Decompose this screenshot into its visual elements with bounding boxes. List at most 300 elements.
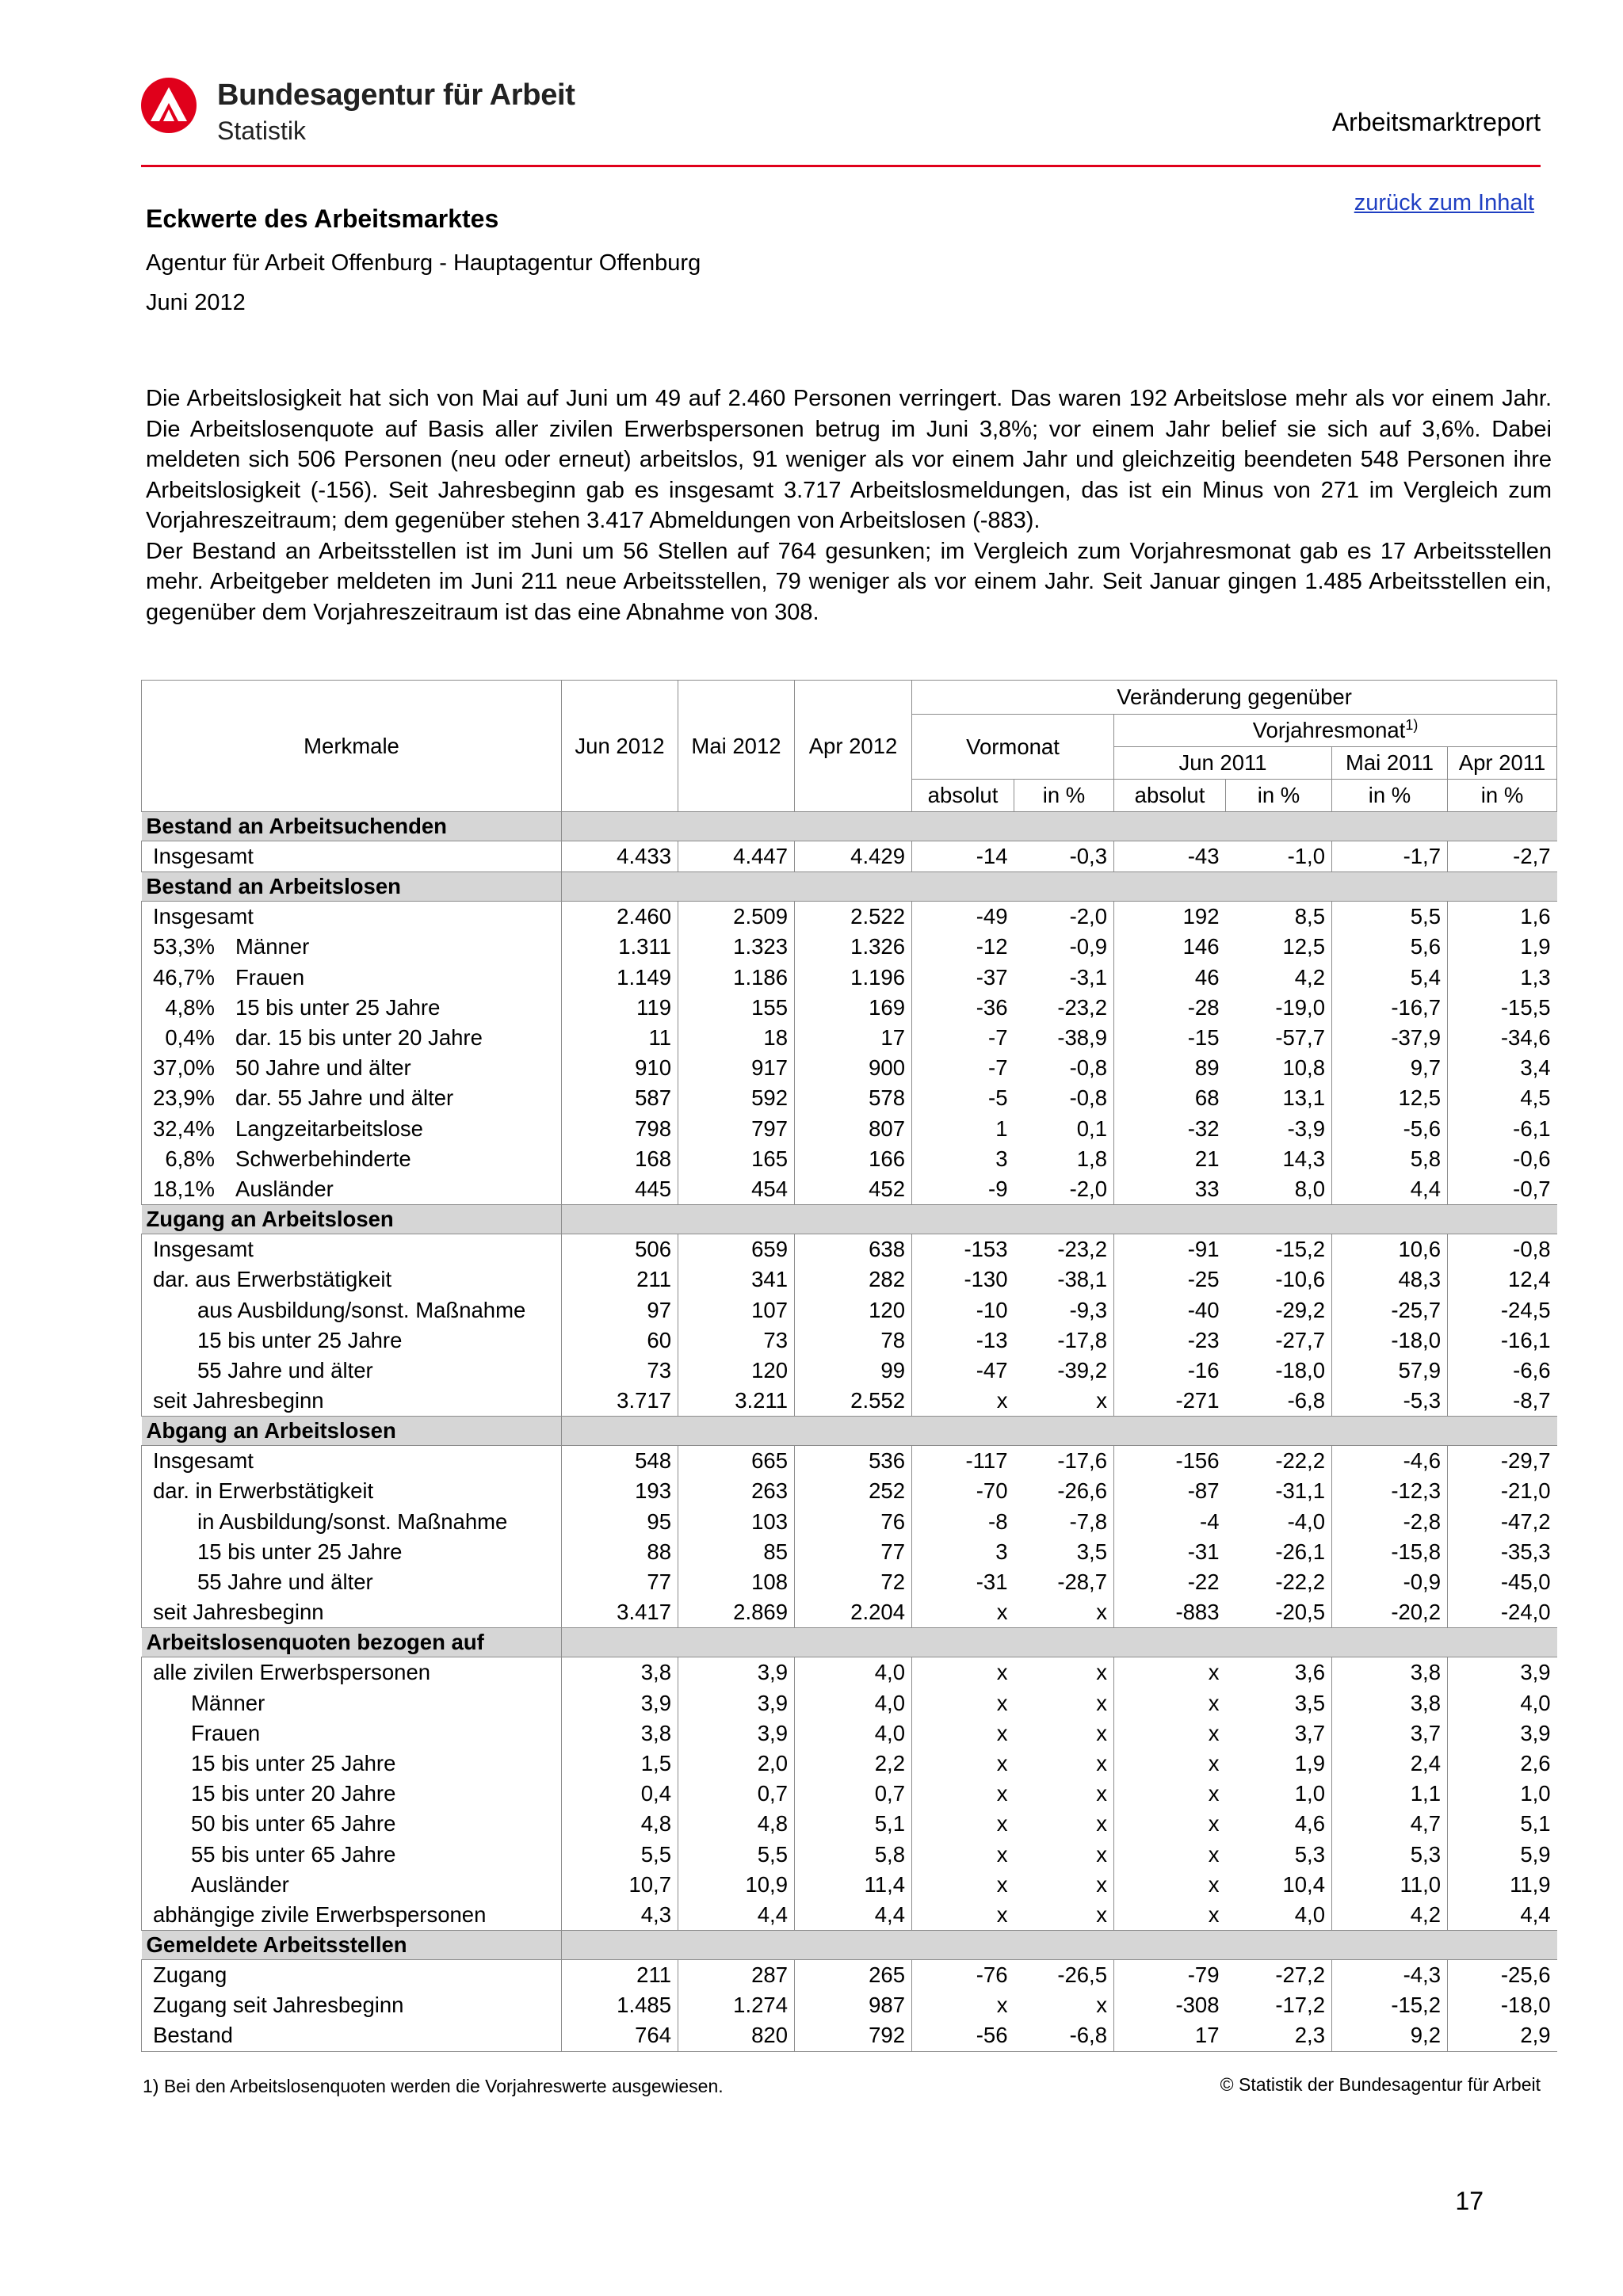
table-cell: 88 (562, 1537, 678, 1567)
table-row (142, 1114, 1557, 1144)
table-cell: x (1096, 1781, 1107, 1806)
table-cell: x (1096, 1841, 1107, 1867)
table-cell: 4.447 (678, 841, 795, 872)
table-cell: 17 (1114, 2020, 1226, 2051)
table-cell: -5,3 (1332, 1386, 1448, 1417)
table-cell: 168 (562, 1144, 678, 1174)
table-cell: -22,2 (1275, 1569, 1325, 1595)
table-cell: 211 (562, 1264, 678, 1295)
table-cell: 2.460 (562, 902, 678, 933)
table-cell: -29,2 (1275, 1297, 1325, 1322)
table-cell: 120 (678, 1356, 795, 1386)
table-cell: 2.869 (678, 1597, 795, 1628)
table-cell: 252 (795, 1476, 912, 1506)
table-cell: 1,0 (1294, 1781, 1325, 1806)
table-cell: -15,2 (1275, 1237, 1325, 1262)
table-cell: 155 (678, 993, 795, 1023)
table-cell: -18,0 (1275, 1357, 1325, 1383)
table-cell: 3,9 (1448, 1657, 1557, 1688)
table-row (142, 1234, 1557, 1265)
table-cell: 2.204 (795, 1597, 912, 1628)
row-label: dar. in Erwerbstätigkeit (142, 1476, 562, 1506)
table-cell: -23,2 (1057, 994, 1107, 1020)
table-cell: 4,7 (1332, 1809, 1448, 1839)
table-cell: x (912, 1779, 1014, 1809)
table-cell: 454 (678, 1174, 795, 1205)
table-cell: 3.211 (678, 1386, 795, 1417)
col-header-in-pct: in % (1332, 780, 1448, 812)
table-cell: 2,4 (1332, 1749, 1448, 1779)
table-cell: 73 (562, 1356, 678, 1386)
section-title: Arbeitslosenquoten bezogen auf (142, 1628, 562, 1657)
col-header-in-pct: in % (1014, 780, 1114, 812)
table-row (142, 1597, 1557, 1628)
table-cell: x (1096, 1811, 1107, 1836)
table-cell: 192 (1114, 902, 1226, 933)
table-cell: 506 (562, 1234, 678, 1265)
table-row (142, 1839, 1557, 1869)
table-cell: 0,7 (795, 1779, 912, 1809)
share-percent: 23,9% (153, 1085, 215, 1111)
table-cell: 17 (795, 1023, 912, 1053)
table-row (142, 1507, 1557, 1537)
table-cell: 11,0 (1332, 1870, 1448, 1900)
row-label-text: Frauen (235, 964, 305, 990)
table-cell: -19,0 (1275, 994, 1325, 1020)
table-cell: 3 (912, 1537, 1014, 1567)
table-cell: 0,4 (562, 1779, 678, 1809)
table-cell: -0,9 (1069, 934, 1107, 959)
table-cell: 3 (912, 1144, 1014, 1174)
row-label (142, 993, 562, 1023)
table-cell: -25,7 (1332, 1295, 1448, 1325)
table-cell: 97 (562, 1295, 678, 1325)
table-row (142, 1537, 1557, 1567)
table-cell: 578 (795, 1083, 912, 1113)
table-cell: 1,9 (1294, 1750, 1325, 1775)
table-cell: 166 (795, 1144, 912, 1174)
table-cell: x (1114, 1839, 1226, 1869)
row-label: Insgesamt (142, 1446, 562, 1477)
table-row (142, 1386, 1557, 1417)
row-label: 15 bis unter 25 Jahre (142, 1749, 562, 1779)
row-label (142, 1023, 562, 1053)
table-cell: 3,4 (1448, 1053, 1557, 1083)
col-header-veraenderung: Veränderung gegenüber (912, 681, 1557, 715)
table-cell: 3,5 (1076, 1539, 1107, 1564)
table-cell: -31 (912, 1567, 1014, 1597)
table-cell: 12,5 (1282, 934, 1325, 959)
table-cell: 13,1 (1282, 1085, 1325, 1111)
table-cell: 211 (562, 1960, 678, 1991)
table-cell: 1,3 (1448, 963, 1557, 993)
col-header-vormonat: Vormonat (912, 715, 1114, 780)
table-row (142, 1264, 1557, 1295)
row-label: 50 bis unter 65 Jahre (142, 1809, 562, 1839)
section-header-row (142, 1417, 1557, 1446)
table-cell: -2,0 (1069, 1176, 1107, 1201)
row-label (142, 1174, 562, 1205)
table-cell: -18,0 (1448, 1990, 1557, 2020)
table-cell: -21,0 (1448, 1476, 1557, 1506)
table-cell: -70 (912, 1476, 1014, 1506)
table-cell: 2,6 (1448, 1749, 1557, 1779)
row-label-text: Schwerbehinderte (235, 1146, 411, 1171)
table-cell: -13 (912, 1325, 1014, 1356)
table-cell: -3,9 (1287, 1116, 1325, 1141)
col-header-absolut: absolut (1114, 780, 1226, 812)
table-cell: 1,9 (1448, 932, 1557, 962)
table-cell: 4,6 (1294, 1811, 1325, 1836)
col-header-mai2012: Mai 2012 (678, 681, 795, 812)
table-cell: x (912, 1900, 1014, 1931)
section-title: Gemeldete Arbeitsstellen (142, 1931, 562, 1960)
table-cell: 169 (795, 993, 912, 1023)
table-cell: 665 (678, 1446, 795, 1477)
table-cell: 10,7 (562, 1870, 678, 1900)
row-label: Zugang seit Jahresbeginn (142, 1990, 562, 2020)
share-percent: 4,8% (165, 994, 215, 1020)
section-header-row (142, 1628, 1557, 1657)
table-cell: 3,8 (562, 1657, 678, 1688)
section-title: Bestand an Arbeitsuchenden (142, 812, 562, 841)
table-row (142, 1900, 1557, 1931)
table-cell: -37 (912, 963, 1014, 993)
table-cell: 5,1 (1448, 1809, 1557, 1839)
table-cell: 11,9 (1448, 1870, 1557, 1900)
report-date: Juni 2012 (146, 290, 246, 315)
table-cell: 900 (795, 1053, 912, 1083)
table-cell: -153 (912, 1234, 1014, 1265)
table-cell: -56 (912, 2020, 1014, 2051)
table-cell: 1.323 (678, 932, 795, 962)
table-row (142, 1325, 1557, 1356)
table-cell: 5,1 (795, 1809, 912, 1839)
table-row (142, 1174, 1557, 1205)
row-label: dar. aus Erwerbstätigkeit (142, 1264, 562, 1295)
table-cell: x (1114, 1657, 1226, 1688)
table-cell: -76 (912, 1960, 1014, 1991)
row-label (142, 1114, 562, 1144)
table-cell: -6,8 (1287, 1388, 1325, 1413)
row-label-text: dar. 55 Jahre und älter (235, 1085, 454, 1111)
table-cell: -32 (1114, 1114, 1226, 1144)
table-cell: -16 (1114, 1356, 1226, 1386)
ba-logo (141, 78, 575, 149)
row-label-text: Männer (235, 934, 310, 959)
table-cell: x (912, 1749, 1014, 1779)
section-header-row (142, 872, 1557, 902)
table-cell: x (1096, 1750, 1107, 1775)
table-cell: 798 (562, 1114, 678, 1144)
table-cell: -26,1 (1275, 1539, 1325, 1564)
section-header-row (142, 1931, 1557, 1960)
table-cell: -0,9 (1332, 1567, 1448, 1597)
row-label: 55 Jahre und älter (142, 1356, 562, 1386)
table-row (142, 1144, 1557, 1174)
table-cell: x (912, 1990, 1014, 2020)
row-label: Insgesamt (142, 902, 562, 933)
table-cell: -2,0 (1069, 904, 1107, 929)
intro-text (146, 383, 1552, 627)
row-label: aus Ausbildung/sonst. Maßnahme (142, 1295, 562, 1325)
row-label: Insgesamt (142, 1234, 562, 1265)
table-cell: 4,8 (562, 1809, 678, 1839)
table-cell: 12,5 (1332, 1083, 1448, 1113)
col-header-in-pct: in % (1226, 780, 1332, 812)
table-cell: x (1096, 1993, 1107, 2018)
table-cell: 265 (795, 1960, 912, 1991)
table-cell: 3,8 (1332, 1688, 1448, 1718)
agency-name: Agentur für Arbeit Offenburg - Hauptagentur Offenburg (146, 250, 701, 276)
col-header-mai2011: Mai 2011 (1332, 747, 1448, 780)
table-cell: 193 (562, 1476, 678, 1506)
table-cell: 0,1 (1076, 1116, 1107, 1141)
table-cell: -4,6 (1332, 1446, 1448, 1477)
table-cell: -57,7 (1275, 1025, 1325, 1051)
table-cell: -0,8 (1448, 1234, 1557, 1265)
back-to-contents-link[interactable]: zurück zum Inhalt (1354, 190, 1534, 215)
row-label: seit Jahresbeginn (142, 1597, 562, 1628)
table-cell: 146 (1114, 932, 1226, 962)
row-label: 15 bis unter 25 Jahre (142, 1325, 562, 1356)
table-cell: -12 (912, 932, 1014, 962)
table-cell: 3,9 (678, 1688, 795, 1718)
table-row (142, 1809, 1557, 1839)
share-percent: 46,7% (153, 964, 215, 990)
table-cell: -31 (1114, 1537, 1226, 1567)
table-cell: 1.326 (795, 932, 912, 962)
org-name: Bundesagentur für Arbeit (217, 78, 575, 112)
col-header-vorjahresmonat (1114, 715, 1557, 747)
table-cell: -308 (1114, 1990, 1226, 2020)
table-cell: x (1114, 1779, 1226, 1809)
table-cell: 5,8 (795, 1839, 912, 1869)
table-row (142, 1718, 1557, 1749)
table-row (142, 902, 1557, 933)
table-row (142, 1749, 1557, 1779)
table-cell: 263 (678, 1476, 795, 1506)
table-cell: 1.311 (562, 932, 678, 962)
table-row (142, 1960, 1557, 1991)
table-cell: -23,2 (1057, 1237, 1107, 1262)
table-cell: 2,3 (1226, 2020, 1332, 2051)
table-cell: x (1096, 1600, 1107, 1625)
row-label-text: Ausländer (235, 1176, 334, 1201)
table-cell: -47,2 (1448, 1507, 1557, 1537)
table-cell: 8,0 (1294, 1176, 1325, 1201)
table-cell: -1,0 (1287, 844, 1325, 869)
table-cell: 1.149 (562, 963, 678, 993)
table-cell: -9,3 (1069, 1297, 1107, 1322)
table-row (142, 1023, 1557, 1053)
table-cell: -17,6 (1057, 1448, 1107, 1474)
table-cell: x (1114, 1749, 1226, 1779)
table-cell: 548 (562, 1446, 678, 1477)
table-cell: -0,8 (1069, 1085, 1107, 1111)
table-cell: 820 (678, 2020, 795, 2051)
col-header-absolut: absolut (912, 780, 1014, 812)
row-label (142, 1053, 562, 1083)
table-cell: -24,0 (1448, 1597, 1557, 1628)
table-cell: -31,1 (1275, 1478, 1325, 1504)
table-cell: 4,0 (795, 1688, 912, 1718)
table-cell: 659 (678, 1234, 795, 1265)
table-cell: 3.717 (562, 1386, 678, 1417)
table-cell: 4,4 (1332, 1174, 1448, 1205)
share-percent: 18,1% (153, 1176, 215, 1201)
table-cell: 1.196 (795, 963, 912, 993)
table-cell: 4,4 (1448, 1900, 1557, 1931)
table-row (142, 1990, 1557, 2020)
table-cell: 452 (795, 1174, 912, 1205)
table-cell: -38,9 (1057, 1025, 1107, 1051)
table-cell: 9,7 (1332, 1053, 1448, 1083)
table-cell: 14,3 (1282, 1146, 1325, 1171)
copyright-notice: © Statistik der Bundesagentur für Arbeit (1220, 2074, 1541, 2095)
table-cell: x (1096, 1720, 1107, 1745)
table-cell: 0,7 (678, 1779, 795, 1809)
share-percent: 53,3% (153, 934, 215, 959)
table-cell: 4,3 (562, 1900, 678, 1931)
table-cell: 10,8 (1282, 1055, 1325, 1081)
table-row (142, 1567, 1557, 1597)
row-label-text: dar. 15 bis unter 20 Jahre (235, 1025, 483, 1051)
table-cell: -16,1 (1448, 1325, 1557, 1356)
table-cell: 592 (678, 1083, 795, 1113)
table-cell: 3,9 (1448, 1718, 1557, 1749)
row-label (142, 932, 562, 962)
table-cell: -28 (1114, 993, 1226, 1023)
table-row (142, 1476, 1557, 1506)
table-cell: 536 (795, 1446, 912, 1477)
table-cell: 987 (795, 1990, 912, 2020)
col-header-jun2011: Jun 2011 (1114, 747, 1332, 780)
table-cell: -4,3 (1332, 1960, 1448, 1991)
table-cell: -25,6 (1448, 1960, 1557, 1991)
ba-logo-icon (141, 78, 197, 133)
table-cell: -25 (1114, 1264, 1226, 1295)
table-cell: -49 (912, 902, 1014, 933)
table-cell: 119 (562, 993, 678, 1023)
table-cell: 2,9 (1448, 2020, 1557, 2051)
table-cell: -3,1 (1069, 964, 1107, 990)
table-row (142, 1295, 1557, 1325)
table-cell: -15 (1114, 1023, 1226, 1053)
table-cell: -87 (1114, 1476, 1226, 1506)
table-cell: -40 (1114, 1295, 1226, 1325)
table-cell: -7 (912, 1023, 1014, 1053)
table-cell: -34,6 (1448, 1023, 1557, 1053)
section-fill (562, 1931, 1557, 1960)
row-label: in Ausbildung/sonst. Maßnahme (142, 1507, 562, 1537)
table-cell: -15,5 (1448, 993, 1557, 1023)
table-cell: 587 (562, 1083, 678, 1113)
table-cell: 4,8 (678, 1809, 795, 1839)
table-cell: -6,8 (1014, 2020, 1114, 2051)
table-cell: 165 (678, 1144, 795, 1174)
table-cell: 85 (678, 1537, 795, 1567)
table-cell: -28,7 (1057, 1569, 1107, 1595)
section-fill (562, 1417, 1557, 1446)
row-label-text: 15 bis unter 25 Jahre (235, 994, 441, 1020)
header-divider (141, 165, 1541, 167)
table-cell: 57,9 (1332, 1356, 1448, 1386)
table-cell: 9,2 (1332, 2020, 1448, 2051)
table-cell: 95 (562, 1507, 678, 1537)
table-cell: 2.522 (795, 902, 912, 933)
table-cell: 2,2 (795, 1749, 912, 1779)
section-fill (562, 1628, 1557, 1657)
table-cell: -35,3 (1448, 1537, 1557, 1567)
table-cell: 12,4 (1448, 1264, 1557, 1295)
table-row (142, 1657, 1557, 1688)
intro-paragraph: Die Arbeitslosigkeit hat sich von Mai auf Juni um 49 auf 2.460 Personen verringert. Das waren 192 Arbeitslose mehr als vor einem Jahr. Die Arbeitslosenquote auf Basis aller zivilen Erwerbspersonen betrug im Juni 3,8%; vor einem Jahr belief sie sich auf 3,6%. Dabei meldeten sich 506 Personen (neu oder erneut) arbeitslos, 91 weniger als vor einem Jahr und gleichzeitig beendeten 548 Personen ihre Arbeitslosigkeit (-156). Seit Jahresbeginn gab es insgesamt 3.717 Arbeitslosmeldungen, das ist ein Minus von 271 im Vergleich zum Vorjahreszeitraum; dem gegenüber stehen 3.417 Abmeldungen von Arbeitslosen (-883). (146, 386, 1552, 533)
table-cell: x (912, 1718, 1014, 1749)
table-cell: 3,7 (1294, 1720, 1325, 1745)
row-label (142, 963, 562, 993)
col-header-apr2011: Apr 2011 (1448, 747, 1557, 780)
table-cell: -45,0 (1448, 1567, 1557, 1597)
table-cell: 10,6 (1332, 1234, 1448, 1265)
table-cell: 5,6 (1332, 932, 1448, 962)
table-cell: -7,8 (1069, 1508, 1107, 1534)
table-cell: x (1114, 1718, 1226, 1749)
table-cell: 3,7 (1332, 1718, 1448, 1749)
table-cell: -36 (912, 993, 1014, 1023)
table-cell: -130 (912, 1264, 1014, 1295)
table-cell: 99 (795, 1356, 912, 1386)
table-cell: 2.552 (795, 1386, 912, 1417)
page-title: Eckwerte des Arbeitsmarktes (146, 204, 499, 233)
table-cell: -4,0 (1287, 1508, 1325, 1534)
table-cell: 5,5 (678, 1839, 795, 1869)
table-cell: -27,7 (1275, 1327, 1325, 1352)
table-cell: 73 (678, 1325, 795, 1356)
table-cell: 1.485 (562, 1990, 678, 2020)
row-label (142, 1144, 562, 1174)
table-cell: 917 (678, 1053, 795, 1083)
org-subtitle: Statistik (217, 116, 307, 145)
table-row (142, 1356, 1557, 1386)
table-cell: x (1096, 1660, 1107, 1685)
table-cell: 78 (795, 1325, 912, 1356)
table-cell: -23 (1114, 1325, 1226, 1356)
table-cell: -2,7 (1448, 841, 1557, 872)
table-cell: x (1114, 1900, 1226, 1931)
table-cell: 1,8 (1076, 1146, 1107, 1171)
table-cell: -6,1 (1448, 1114, 1557, 1144)
table-cell: -0,8 (1069, 1055, 1107, 1081)
table-cell: 792 (795, 2020, 912, 2051)
col-header-jun2012: Jun 2012 (562, 681, 678, 812)
table-cell: 287 (678, 1960, 795, 1991)
table-cell: 341 (678, 1264, 795, 1295)
section-title: Abgang an Arbeitslosen (142, 1417, 562, 1446)
table-cell: 3,8 (1332, 1657, 1448, 1688)
table-row (142, 1083, 1557, 1113)
table-cell: 60 (562, 1325, 678, 1356)
table-cell: -6,6 (1448, 1356, 1557, 1386)
table-cell: -117 (912, 1446, 1014, 1477)
row-label: Frauen (142, 1718, 562, 1749)
table-cell: -26,5 (1057, 1962, 1107, 1988)
table-row (142, 1870, 1557, 1900)
table-cell: -38,1 (1057, 1267, 1107, 1292)
table-cell: -17,8 (1057, 1327, 1107, 1352)
table-cell: 3,9 (678, 1657, 795, 1688)
table-cell: 107 (678, 1295, 795, 1325)
